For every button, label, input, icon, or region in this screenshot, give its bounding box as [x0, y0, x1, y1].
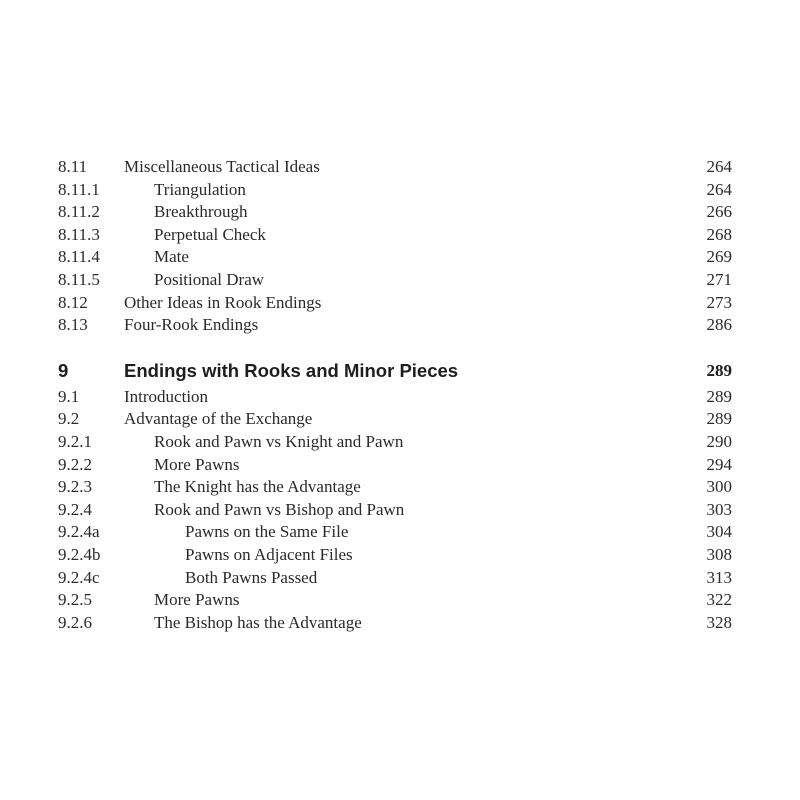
- toc-entry-title: Breakthrough: [154, 202, 248, 222]
- toc-entry-title: Four-Rook Endings: [124, 315, 259, 335]
- toc-entry-number: 9.2.4: [58, 499, 92, 519]
- toc-entry-page-number: 290: [706, 431, 732, 451]
- toc-entry-page-number: 266: [706, 202, 732, 222]
- toc-entry-number: 8.12: [58, 292, 88, 312]
- toc-entry-page-number: 268: [706, 224, 732, 244]
- toc-entry-page-number: 264: [706, 157, 732, 176]
- toc-entry-title: Advantage of the Exchange: [124, 409, 313, 429]
- toc-section-9: [58, 386, 732, 635]
- chapter-number: 9: [58, 359, 69, 381]
- toc-entry-title: Triangulation: [154, 179, 246, 199]
- toc-entry-title: Pawns on Adjacent Files: [185, 544, 353, 564]
- toc-entry-title: Positional Draw: [154, 269, 265, 289]
- toc-entry-page-number: 322: [706, 590, 732, 610]
- toc-entry-title: Both Pawns Passed: [185, 567, 318, 587]
- toc-entry-page-number: 286: [706, 315, 732, 335]
- table-of-contents: [58, 156, 732, 634]
- toc-entry: [58, 201, 732, 224]
- toc-entry: [58, 246, 732, 269]
- toc-entry-number: 9.2.5: [58, 590, 92, 610]
- toc-entry-number: 8.11.3: [58, 224, 100, 244]
- toc-entry-number: 8.11: [58, 157, 88, 176]
- toc-entry-number: 9.1: [58, 386, 80, 406]
- toc-section-8: [58, 156, 732, 337]
- toc-entry-page-number: 289: [706, 386, 732, 406]
- toc-chapter-heading: [58, 359, 732, 383]
- toc-entry-number: 9.2.4c: [58, 567, 100, 587]
- chapter-page-number: 289: [706, 360, 732, 380]
- toc-entry-page-number: 303: [706, 499, 732, 519]
- toc-entry-number: 9.2.6: [58, 612, 92, 632]
- toc-entry: [58, 476, 732, 499]
- toc-entry: [58, 589, 732, 612]
- toc-entry-page-number: 269: [706, 247, 732, 267]
- toc-entry-title: Mate: [154, 247, 189, 267]
- toc-entry-title: Rook and Pawn vs Knight and Pawn: [154, 431, 404, 451]
- toc-entry-title: Miscellaneous Tactical Ideas: [124, 157, 320, 176]
- toc-entry-page-number: 273: [706, 292, 732, 312]
- toc-entry-number: 9.2.1: [58, 431, 92, 451]
- toc-entry: [58, 544, 732, 567]
- toc-entry-page-number: 271: [706, 269, 732, 289]
- toc-entry-page-number: 328: [706, 612, 732, 632]
- toc-entry: [58, 612, 732, 635]
- toc-entry-number: 9.2.4a: [58, 522, 100, 542]
- toc-entry-title: Pawns on the Same File: [185, 522, 349, 542]
- toc-entry-page-number: 300: [706, 477, 732, 497]
- toc-entry: [58, 269, 732, 292]
- toc-entry-number: 8.11.1: [58, 179, 100, 199]
- toc-entry-title: Perpetual Check: [154, 224, 266, 244]
- toc-entry-title: More Pawns: [154, 454, 240, 474]
- toc-entry-page-number: 308: [706, 544, 732, 564]
- toc-entry: [58, 292, 732, 315]
- toc-entry: [58, 224, 732, 247]
- toc-entry-title: Rook and Pawn vs Bishop and Pawn: [154, 499, 405, 519]
- toc-entry-page-number: 313: [706, 567, 732, 587]
- toc-entry-title: More Pawns: [154, 590, 240, 610]
- toc-entry: [58, 431, 732, 454]
- toc-entry-number: 8.11.2: [58, 202, 100, 222]
- toc-entry-number: 9.2: [58, 409, 80, 429]
- toc-entry-title: The Bishop has the Advantage: [154, 612, 362, 632]
- toc-entry: [58, 567, 732, 590]
- toc-entry: [58, 179, 732, 202]
- toc-entry: [58, 386, 732, 409]
- toc-entry-number: 8.13: [58, 315, 88, 335]
- toc-entry: [58, 521, 732, 544]
- toc-entry-number: 9.2.2: [58, 454, 92, 474]
- toc-entry: [58, 454, 732, 477]
- chapter-title: Endings with Rooks and Minor Pieces: [124, 359, 459, 381]
- toc-entry: [58, 499, 732, 522]
- toc-entry-title: The Knight has the Advantage: [154, 477, 361, 497]
- toc-entry-number: 8.11.4: [58, 247, 100, 267]
- toc-entry-number: 9.2.3: [58, 477, 92, 497]
- toc-entry-title: Other Ideas in Rook Endings: [124, 292, 322, 312]
- toc-entry: [58, 314, 732, 337]
- toc-entry-number: 9.2.4b: [58, 544, 101, 564]
- toc-entry: [58, 408, 732, 431]
- toc-entry-page-number: 289: [706, 409, 732, 429]
- toc-entry-page-number: 294: [706, 454, 732, 474]
- toc-entry-title: Introduction: [124, 386, 209, 406]
- toc-entry-page-number: 304: [706, 522, 732, 542]
- toc-entry-number: 8.11.5: [58, 269, 100, 289]
- toc-entry: [58, 156, 732, 179]
- toc-entry-page-number: 264: [706, 179, 732, 199]
